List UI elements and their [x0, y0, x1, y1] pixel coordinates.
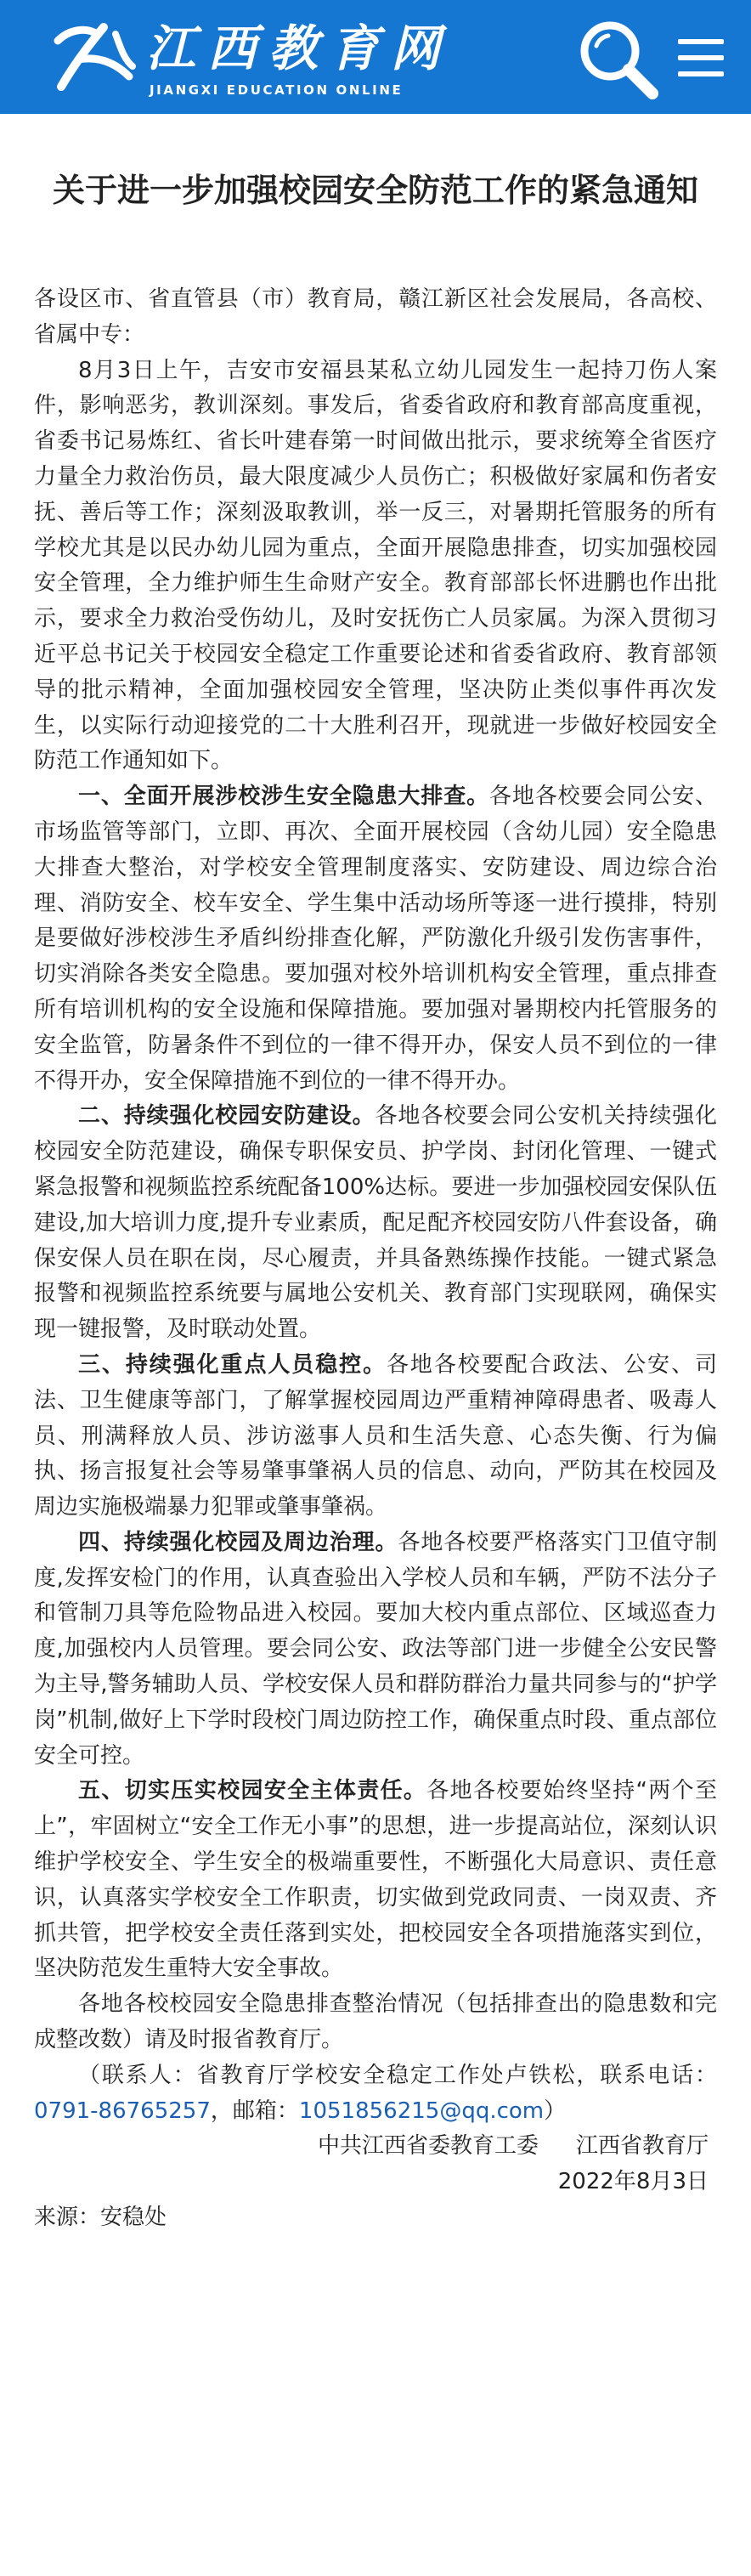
menu-icon[interactable]: [675, 34, 727, 82]
section-paragraph: [34, 1099, 717, 1348]
closing-paragraph: 各地各校校园安全隐患排查整治情况（包括排查出的隐患数和完成整改数）请及时报省教育厅。: [34, 1991, 717, 2053]
section-paragraph: [34, 779, 717, 1099]
section-text: 各地各校要会同公安机关持续强化校园安全防范建设，确保专职保安员、护学岗、封闭化管理、一键式紧急报警和视频监控系统配备100%达标。要进一步加强校园安保队伍建设,加大培训力度,提升专业素质，配足配齐校园安防八件套设备，确保安保人员在职在岗，尽心履责，并具备熟练操作技能。一键式紧急报警和视频监控系统要与属地公安机关、教育部门实现联网，确保实现一键报警，及时联动处置。: [34, 1103, 717, 1343]
jiangxi-education-logo-icon[interactable]: [53, 22, 138, 93]
section-paragraph: [34, 1526, 717, 1775]
issuer-party-committee: 中共江西省委教育工委: [317, 2133, 539, 2160]
section-heading: 一、全面开展涉校涉生安全隐患大排查。: [78, 784, 489, 810]
section-heading: 四、持续强化校园及周边治理。: [78, 1529, 398, 1555]
intro-paragraph: 8月3日上午，吉安市安福县某私立幼儿园发生一起持刀伤人案件，影响恶劣，教训深刻。事发后，省委省政府和教育部高度重视，省委书记易炼红、省长叶建春第一时间做出批示，要求统筹全省医疗力量全力救治伤员，最大限度减少人员伤亡；积极做好家属和伤者安抚、善后等工作；深刻汲取教训，举一反三，对暑期托管服务的所有学校尤其是以民办幼儿园为重点，全面开展隐患排查，切实加强校园安全管理，全力维护师生生命财产安全。教育部部长怀进鹏也作出批示，要求全力救治受伤幼儿，及时安抚伤亡人员家属。为深入贯彻习近平总书记关于校园安全稳定工作重要论述和省委省政府、教育部领导的批示精神，全面加强校园安全管理，坚决防止类似事件再次发生，以实际行动迎接党的二十大胜利召开，现就进一步做好校园安全防范工作通知如下。: [34, 357, 717, 774]
section-text: 各地各校要配合政法、公安、司法、卫生健康等部门，了解掌握校园周边严重精神障碍患者、吸毒人员、刑满释放人员、涉访滋事人员和生活失意、心态失衡、行为偏执、扬言报复社会等易肇事肇祸人员的信息、动向，严防其在校园及周边实施极端暴力犯罪或肇事肇祸。: [34, 1351, 717, 1520]
issue-date: 2022年8月3日: [557, 2169, 709, 2195]
salutation: 各设区市、省直管县（市）教育局，赣江新区社会发展局，各高校、省属中专：: [34, 286, 717, 348]
issuer-line: [34, 2129, 717, 2165]
article-title: 关于进一步加强校园安全防范工作的紧急通知: [52, 172, 698, 209]
brand-name-chinese[interactable]: 江西教育网: [146, 20, 453, 77]
section-heading: 五、切实压实校园安全主体责任。: [78, 1778, 427, 1804]
section-heading: 二、持续强化校园安防建设。: [78, 1103, 376, 1129]
contact-paragraph: [34, 2058, 717, 2130]
section-paragraph: [34, 1774, 717, 1987]
section-text: 各地各校要严格落实门卫值守制度,发挥安检门的作用，认真查验出入学校人员和车辆，严防不法分子和管制刀具等危险物品进入校园。要加大校内重点部位、区域巡查力度,加强校内人员管理。要会同公安、政法等部门进一步健全公安民警为主导,警务辅助人员、学校安保人员和群防群治力量共同参与的“护学岗”机制,做好上下学时段校门周边防控工作，确保重点时段、重点部位安全可控。: [34, 1529, 717, 1769]
contact-suffix: ）: [544, 2098, 567, 2124]
section-text: 各地各校要始终坚持“两个至上”，牢固树立“安全工作无小事”的思想，进一步提高站位，深刻认识维护学校安全、学生安全的极端重要性，不断强化大局意识、责任意识，认真落实学校安全工作职责，切实做到党政同责、一岗双责、齐抓共管，把学校安全责任落到实处，把校园安全各项措施落实到位，坚决防范发生重特大安全事故。: [34, 1778, 717, 1982]
article-body: [34, 282, 717, 2236]
contact-prefix: （联系人：省教育厅学校安全稳定工作处卢铁松，联系电话：: [78, 2062, 717, 2088]
site-header: [0, 0, 751, 114]
article-source: 来源：安稳处: [34, 2205, 167, 2231]
contact-mid: ，邮箱：: [210, 2098, 299, 2124]
section-heading: 三、持续强化重点人员稳控。: [78, 1351, 387, 1378]
contact-email-link[interactable]: 1051856215@qq.com: [298, 2098, 545, 2124]
issuer-education-department: 江西省教育厅: [575, 2133, 709, 2160]
contact-phone-link[interactable]: 0791-86765257: [34, 2098, 211, 2124]
brand-name-english: JIANGXI EDUCATION ONLINE: [150, 82, 404, 98]
search-icon[interactable]: [571, 15, 664, 104]
section-text: 各地各校要会同公安、市场监管等部门，立即、再次、全面开展校园（含幼儿园）安全隐患大排查大整治，对学校安全管理制度落实、安防建设、周边综合治理、消防安全、校车安全、学生集中活动场所等逐一进行摸排，特别是要做好涉校涉生矛盾纠纷排查化解，严防激化升级引发伤害事件，切实消除各类安全隐患。要加强对校外培训机构安全管理，重点排查所有培训机构的安全设施和保障措施。要加强对暑期校内托管服务的安全监管，防暑条件不到位的一律不得开办，保安人员不到位的一律不得开办，安全保障措施不到位的一律不得开办。: [34, 784, 717, 1094]
section-paragraph: [34, 1348, 717, 1526]
